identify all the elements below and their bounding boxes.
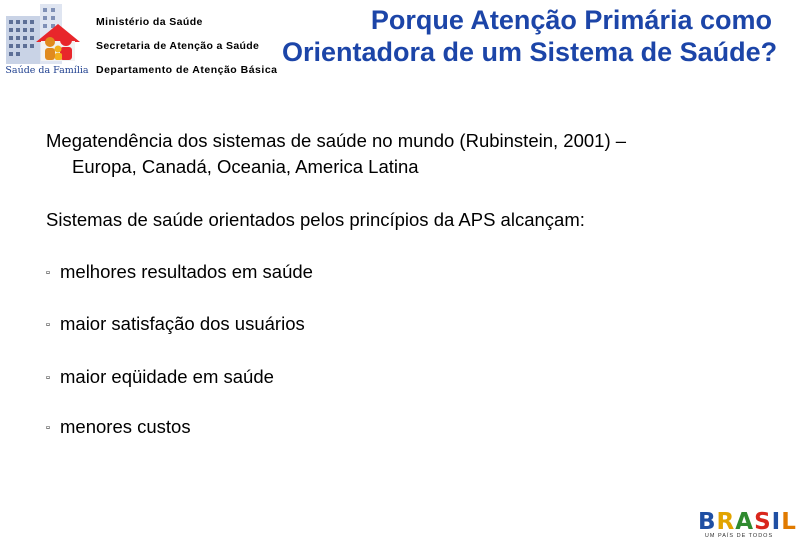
slide-title bbox=[282, 4, 778, 68]
list-item-text: maior eqüidade em saúde bbox=[60, 366, 274, 387]
brasil-letter: B bbox=[698, 509, 717, 535]
brasil-letter: L bbox=[781, 509, 797, 535]
bullet-icon: ▫ bbox=[46, 372, 50, 384]
list-item bbox=[46, 414, 191, 441]
saude-da-familia-logo bbox=[4, 2, 90, 78]
slide-title-line-2: Orientadora de um Sistema de Saúde? bbox=[282, 37, 778, 67]
brasil-letter: A bbox=[735, 509, 755, 535]
slide-title-line-1: Porque Atenção Primária como bbox=[370, 5, 772, 35]
brasil-tagline: UM PAÍS DE TODOS bbox=[704, 533, 774, 539]
bullet-icon: ▫ bbox=[46, 267, 50, 279]
list-item bbox=[46, 364, 274, 391]
list-item bbox=[46, 311, 305, 338]
megatrend-line-2: Europa, Canadá, Oceania, America Latina bbox=[72, 156, 419, 177]
brasil-letter: S bbox=[754, 509, 772, 535]
list-item-text: menores custos bbox=[60, 416, 191, 437]
building-family-icon bbox=[4, 2, 90, 66]
brasil-letter: R bbox=[716, 509, 736, 535]
aps-systems-paragraph: Sistemas de saúde orientados pelos princípios da APS alcançam: bbox=[46, 209, 585, 230]
bullet-icon: ▫ bbox=[46, 319, 50, 331]
bullet-icon: ▫ bbox=[46, 422, 50, 434]
megatrend-line-1: Megatendência dos sistemas de saúde no mundo (Rubinstein, 2001) – bbox=[46, 130, 627, 151]
ministry-label: Ministério da Saúde bbox=[96, 16, 203, 28]
brasil-wordmark bbox=[698, 509, 797, 535]
department-label: Departamento de Atenção Básica bbox=[96, 64, 278, 76]
logo-caption: Saúde da Família bbox=[5, 65, 89, 76]
secretariat-label: Secretaria de Atenção a Saúde bbox=[96, 40, 260, 52]
megatrend-paragraph bbox=[46, 128, 746, 180]
list-item-text: maior satisfação dos usuários bbox=[60, 313, 305, 334]
brasil-logo bbox=[698, 509, 797, 540]
list-item-text: melhores resultados em saúde bbox=[60, 261, 313, 282]
list-item bbox=[46, 259, 313, 286]
brasil-letter: I bbox=[771, 509, 782, 535]
